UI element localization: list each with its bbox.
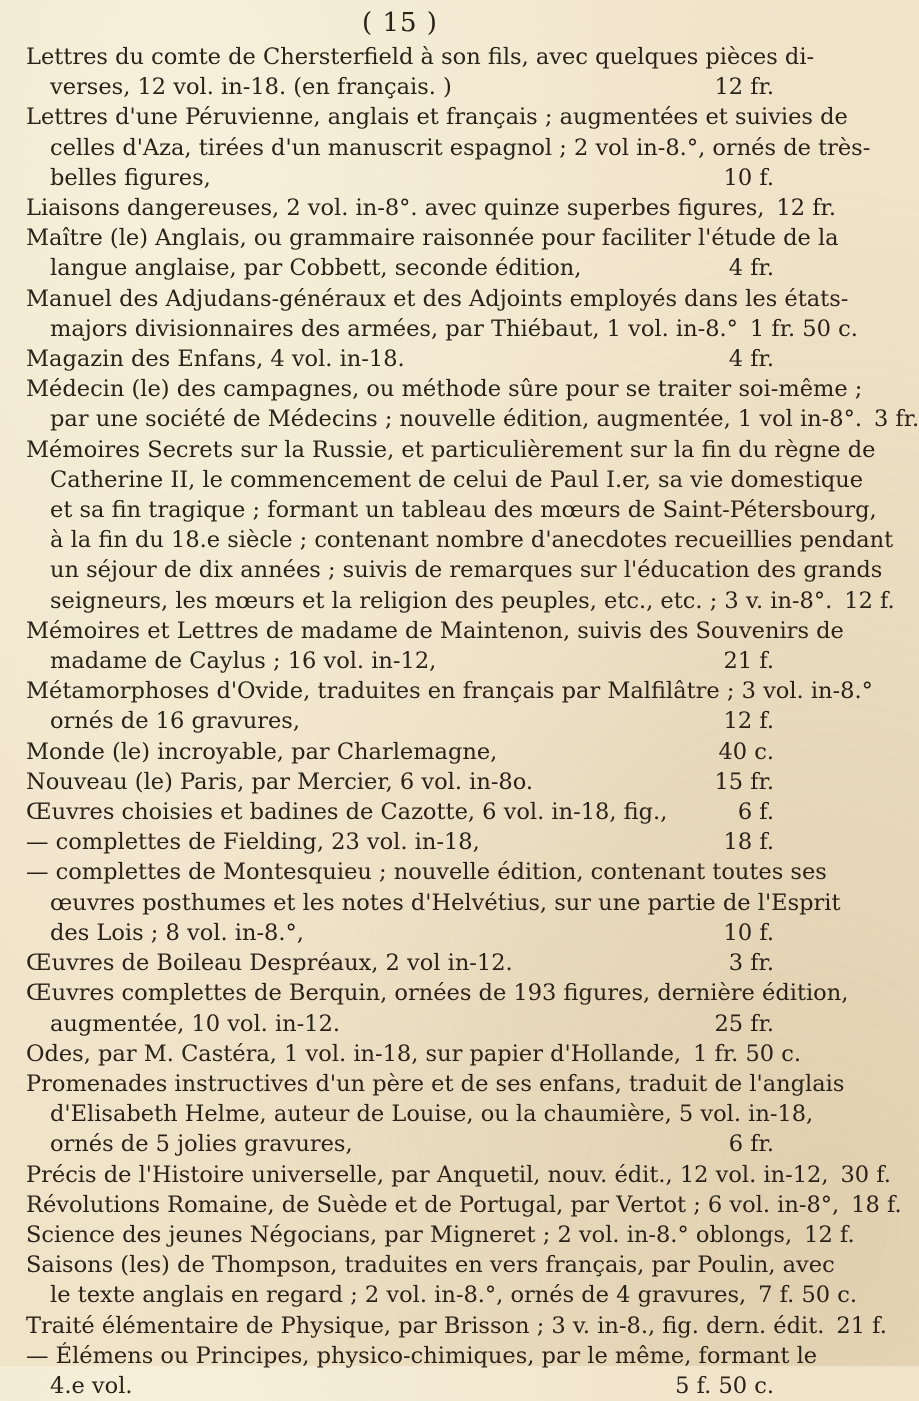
entry-title: Œuvres de Boileau Despréaux, 2 vol in-12. (26, 950, 513, 977)
entry-continuation: ornés de 5 jolies gravures, (50, 1131, 353, 1158)
entry-price: 21 f. (836, 1312, 887, 1339)
book-entry (26, 827, 774, 857)
book-entry (26, 767, 774, 797)
book-entry (26, 1311, 887, 1341)
entry-price: 12 f. (804, 1221, 855, 1248)
entry-title: — complettes de Montesquieu ; nouvelle édition, contenant toutes ses (26, 859, 827, 886)
book-entry (26, 1341, 818, 1401)
entry-price: 10 f. (723, 164, 774, 191)
entry-title: Odes, par M. Castéra, 1 vol. in-18, sur papier d'Hollande, (26, 1040, 682, 1067)
entry-continuation: le texte anglais en regard ; 2 vol. in-8.°, ornés de 4 gravures, (50, 1282, 747, 1309)
entry-title: Saisons (les) de Thompson, traduites en vers français, par Poulin, avec (26, 1252, 835, 1279)
book-entry (26, 676, 873, 736)
book-entry (26, 193, 836, 223)
entry-title: Traité élémentaire de Physique, par Brisson ; 3 v. in-8., fig. dern. édit. (26, 1312, 825, 1339)
book-entry (26, 797, 774, 827)
book-entry (26, 737, 774, 767)
entry-title: Lettres d'une Péruvienne, anglais et français ; augmentées et suivies de (26, 104, 848, 131)
entry-price: 12 fr. (776, 195, 836, 222)
entry-price: 30 f. (840, 1161, 891, 1188)
entry-title: — complettes de Fielding, 23 vol. in-18, (26, 829, 480, 856)
entry-continuation: 4.e vol. (50, 1372, 133, 1399)
entry-continuation: œuvres posthumes et les notes d'Helvétius, sur une partie de l'Esprit (50, 889, 841, 916)
entry-continuation: d'Elisabeth Helme, auteur de Louise, ou la chaumière, 5 vol. in-18, (50, 1101, 814, 1128)
entry-title: Mémoires et Lettres de madame de Maintenon, suivis des Souvenirs de (26, 617, 844, 644)
entry-title: Promenades instructives d'un père et de ses enfans, traduit de l'anglais (26, 1070, 845, 1097)
book-entry (26, 1069, 845, 1160)
entry-price: 10 f. (723, 919, 774, 946)
entry-price: 18 f. (723, 829, 774, 856)
entry-price: 6 f. (737, 799, 774, 826)
book-entry (26, 42, 815, 102)
book-entry (26, 616, 844, 676)
entry-continuation: majors divisionnaires des armées, par Thiébaut, 1 vol. in-8.° (50, 315, 738, 342)
book-entry (26, 1250, 857, 1310)
book-entry (26, 978, 849, 1038)
entry-title: Révolutions Romaine, de Suède et de Portugal, par Vertot ; 6 vol. in-8°, (26, 1191, 840, 1218)
entry-price: 1 fr. 50 c. (749, 315, 858, 342)
entry-price: 5 f. 50 c. (675, 1372, 774, 1399)
entry-price: 1 fr. 50 c. (693, 1040, 801, 1067)
book-entry (26, 344, 774, 374)
entry-price: 15 fr. (714, 768, 774, 795)
entry-price: 4 fr. (728, 346, 774, 373)
entry-price: 6 fr. (728, 1131, 774, 1158)
book-entry (26, 435, 895, 616)
book-entry (26, 1160, 891, 1190)
entry-price: 7 f. 50 c. (758, 1282, 857, 1309)
entry-title: Nouveau (le) Paris, par Mercier, 6 vol. in-8o. (26, 768, 534, 795)
book-entry (26, 284, 858, 344)
entry-title: — Élémens ou Principes, physico-chimiques, par le même, formant le (26, 1342, 818, 1369)
entry-title: Précis de l'Histoire universelle, par Anquetil, nouv. édit., 12 vol. in-12, (26, 1161, 829, 1188)
entry-price: 40 c. (718, 738, 774, 765)
entry-title: Métamorphoses d'Ovide, traduites en français par Malfilâtre ; 3 vol. in-8.° (26, 678, 873, 705)
book-entry (26, 857, 841, 948)
entry-title: Maître (le) Anglais, ou grammaire raisonnée pour faciliter l'étude de la (26, 225, 839, 252)
entry-continuation: un séjour de dix années ; suivis de remarques sur l'éducation des grands (50, 557, 883, 584)
entry-continuation: verses, 12 vol. in-18. (en français. ) (50, 74, 452, 101)
entry-continuation: Catherine II, le commencement de celui de Paul I.er, sa vie domestique (50, 466, 864, 493)
book-entry (26, 1220, 855, 1250)
entry-price: 12 fr. (714, 74, 774, 101)
entry-continuation: langue anglaise, par Cobbett, seconde édition, (50, 255, 582, 282)
book-entry (26, 102, 871, 193)
entry-continuation: augmentée, 10 vol. in-12. (50, 1010, 341, 1037)
book-entry (26, 1039, 801, 1069)
book-entry (26, 948, 774, 978)
entry-continuation: et sa fin tragique ; formant un tableau des mœurs de Saint-Pétersbourg, (50, 497, 877, 524)
entry-continuation: seigneurs, les mœurs et la religion des peuples, etc., etc. ; 3 v. in-8°. (50, 587, 833, 614)
entry-price: 12 f. (844, 587, 895, 614)
entry-title: Monde (le) incroyable, par Charlemagne, (26, 738, 498, 765)
entry-title: Magazin des Enfans, 4 vol. in-18. (26, 346, 405, 373)
book-list (26, 42, 919, 1401)
entry-price: 12 f. (723, 708, 774, 735)
entry-title: Médecin (le) des campagnes, ou méthode sûre pour se traiter soi-même ; (26, 376, 863, 403)
entry-price: 21 f. (723, 648, 774, 675)
entry-price: 25 fr. (714, 1010, 774, 1037)
book-entry (26, 374, 919, 434)
entry-title: Mémoires Secrets sur la Russie, et particulièrement sur la fin du règne de (26, 436, 876, 463)
entry-price: 4 fr. (728, 255, 774, 282)
entry-title: Lettres du comte de Chersterfield à son fils, avec quelques pièces di- (26, 44, 815, 70)
entry-continuation: celles d'Aza, tirées d'un manuscrit espagnol ; 2 vol in-8.°, ornés de très- (50, 134, 871, 161)
entry-continuation: des Lois ; 8 vol. in-8.°, (50, 919, 304, 946)
entry-title: Liaisons dangereuses, 2 vol. in-8°. avec quinze superbes figures, (26, 195, 765, 222)
entry-title: Œuvres complettes de Berquin, ornées de 193 figures, dernière édition, (26, 980, 849, 1007)
entry-price: 18 f. (851, 1191, 902, 1218)
entry-continuation: madame de Caylus ; 16 vol. in-12, (50, 648, 437, 675)
entry-price: 3 fr. (873, 406, 919, 433)
page-number: ( 15 ) (362, 8, 438, 38)
entry-title: Œuvres choisies et badines de Cazotte, 6 vol. in-18, fig., (26, 799, 668, 826)
entry-continuation: par une société de Médecins ; nouvelle édition, augmentée, 1 vol in-8°. (50, 406, 862, 433)
entry-continuation: belles figures, (50, 164, 211, 191)
entry-price: 3 fr. (728, 950, 774, 977)
book-entry (26, 223, 839, 283)
entry-title: Science des jeunes Négocians, par Migneret ; 2 vol. in-8.° oblongs, (26, 1221, 793, 1248)
entry-title: Manuel des Adjudans-généraux et des Adjoints employés dans les états- (26, 285, 849, 312)
book-entry (26, 1190, 902, 1220)
entry-continuation: à la fin du 18.e siècle ; contenant nombre d'anecdotes recueillies pendant (50, 527, 894, 554)
entry-continuation: ornés de 16 gravures, (50, 708, 301, 735)
